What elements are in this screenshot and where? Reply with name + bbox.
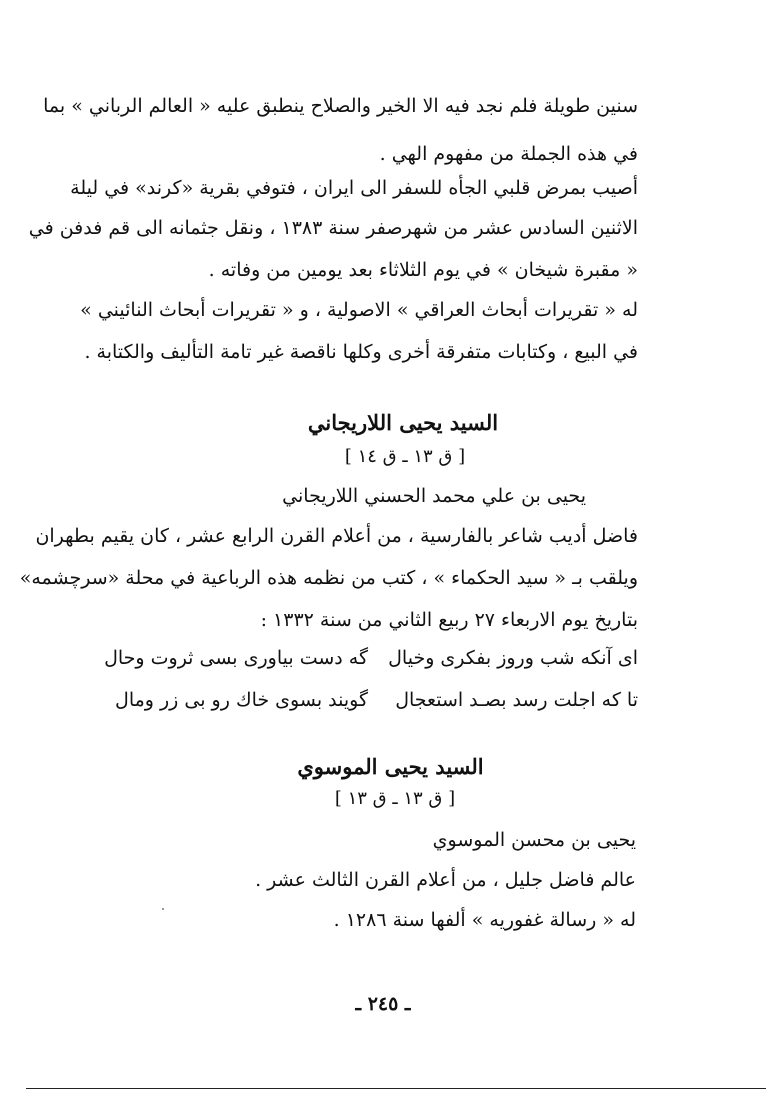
text-line: ويلقب بـ « سيد الحكماء » ، كتب من نظمه هذه الرباعية في محلة «سرچشمه» [19,567,638,589]
text-line: له « رسالة غفوريه » ألفها سنة ١٢٨٦ . [333,909,636,931]
text-line: الاثنين السادس عشر من شهرصفر سنة ١٣٨٣ ، ونقل جثمانه الى قم فدفن في [28,217,638,239]
text-line: أصيب بمرض قلبي الجأه للسفر الى ايران ، فتوفي بقرية «كرند» في ليلة [70,177,638,199]
entry-heading: السيد يحيى الموسوي [297,754,484,779]
verse-hemistich: اى آنكه شب وروز بفكرى وخيال [388,647,638,669]
text-line: في هذه الجملة من مفهوم الهي . [379,143,638,165]
text-line: بتاريخ يوم الاربعاء ٢٧ ربيع الثاني من سنة ١٣٣٢ : [260,609,638,631]
entry-heading: السيد يحيى اللاريجاني [307,410,499,435]
text-line: في البيع ، وكتابات متفرقة أخرى وكلها ناقصة غير تامة التأليف والكتابة . [84,341,638,363]
verse-hemistich: گه دست بياورى بسى ثروت وحال [104,647,368,669]
text-line: فاضل أديب شاعر بالفارسية ، من أعلام القرن الرابع عشر ، كان يقيم بطهران [35,525,638,547]
text-line: يحيى بن محسن الموسوي [432,829,636,851]
verse-hemistich: گويند بسوى خاك رو بى زر ومال [115,689,368,711]
text-line: له « تقريرات أبحاث العراقي » الاصولية ، و « تقريرات أبحاث النائيني » [80,299,638,321]
text-line: يحيى بن علي محمد الحسني اللاريجاني [282,485,586,507]
bottom-rule [26,1088,766,1089]
entry-dates: [ ق ١٣ ـ ق ١٤ ] [344,446,466,467]
page-number: ـ ٢٤٥ ـ [355,993,411,1015]
entry-dates: [ ق ١٣ ـ ق ١٣ ] [334,788,456,809]
verse-hemistich: تا كه اجلت رسد بصـد استعجال [395,689,638,711]
text-line: « مقبرة شيخان » في يوم الثلاثاء بعد يومين من وفاته . [208,259,638,281]
text-line: سنين طويلة فلم نجد فيه الا الخير والصلاح ينطبق عليه « العالم الرباني » بما [43,95,638,117]
text-line: عالم فاضل جليل ، من أعلام القرن الثالث عشر . [255,869,636,891]
scan-speck [162,908,164,910]
